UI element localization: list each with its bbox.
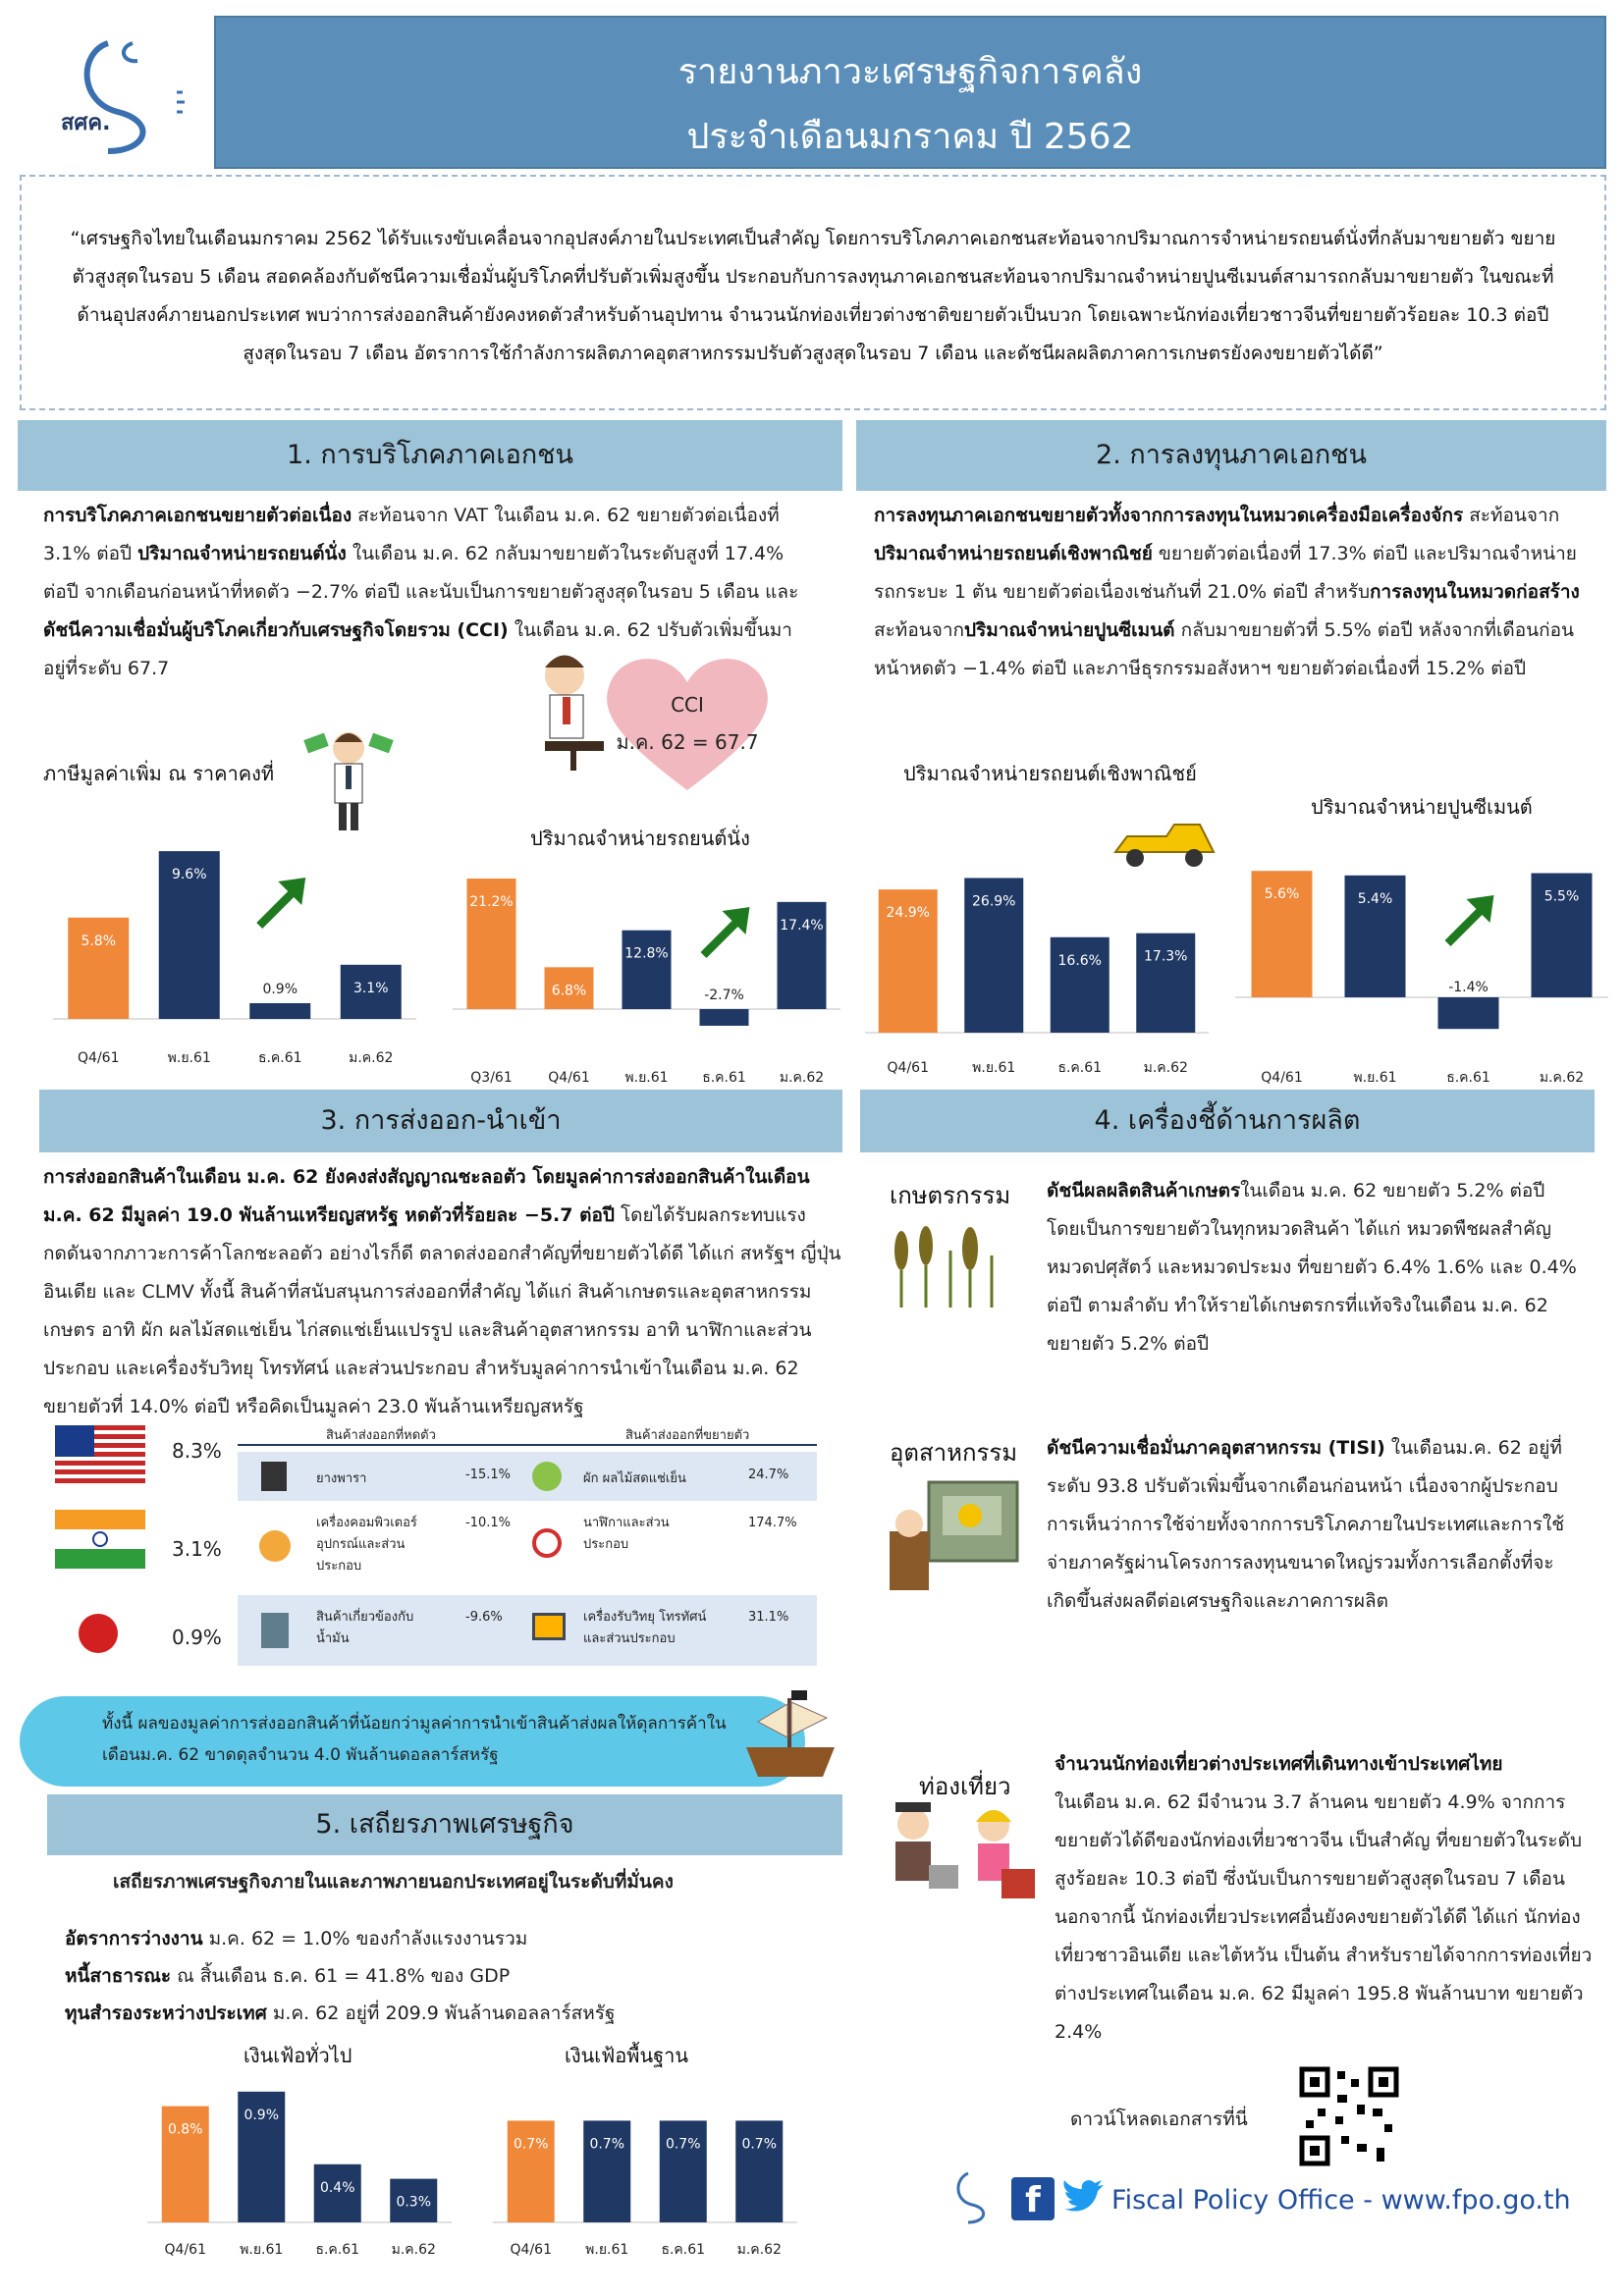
- money-icon: [299, 726, 398, 834]
- money-man-illustration: [299, 726, 398, 834]
- tourism-body: ในเดือน ม.ค. 62 มีจำนวน 3.7 ล้านคน ขยายตัว 4.9% จากการขยายตัวได้ดีของนักท่องเที่ยวชาวจีน เป็นสำคัญ ที่ขยายตัวในระดับสูงร้อยละ 10.3 ต่อปี ซึ่งนับเป็นการขยายตัวสูงสุดในรอบ 7 เดือน นอกจากนี้ นักท่องเที่ยวประเทศอื่นยังคงขยายตัวได้ดี ได้แก่ นักท่องเที่ยวชาวอินเดีย และไต้หวัน เป็นต้น สำหรับรายได้จากการท่องเที่ยวต่างประเทศในเดือน ม.ค. 62 มีมูลค่า 195.8 พันล้านบาท ขยายตัว 2.4%: [1055, 1791, 1593, 2043]
- export-item: ผัก ผลไม้สดแช่เย็น: [583, 1471, 686, 1486]
- section-2-heading: 2. การลงทุนภาคเอกชน: [856, 420, 1606, 491]
- chart-tick-label: ม.ค.62: [779, 1070, 825, 1086]
- industry-illustration: [860, 1472, 1037, 1600]
- download-label: ดาวน์โหลดเอกสารที่นี่: [1070, 2109, 1248, 2130]
- chart-cement-title: ปริมาณจำหน่ายปูนซีเมนต์: [1311, 795, 1533, 819]
- unemployment-line: [65, 1920, 527, 1958]
- logo-icon: [39, 24, 196, 161]
- ship-icon: [736, 1679, 844, 1787]
- tourism-text: [1055, 1745, 1595, 2052]
- chart-tick-label: ธ.ค.61: [661, 2242, 706, 2258]
- cci-heart: [599, 648, 776, 795]
- fpo-small-logo-icon: [933, 2167, 1011, 2226]
- chart-bar: [623, 931, 672, 1009]
- chart-cars: [447, 854, 844, 1090]
- industry-text: [1047, 1429, 1577, 1621]
- s1-text-1: สะท้อนจาก VAT ในเดือน ม.ค. 62 ขยายตัวต่อเนื่องที่ 3.1% ต่อปี: [43, 505, 780, 564]
- s1-bold-3: ดัชนีความเชื่อมั่นผู้บริโภคเกี่ยวกับเศรษฐกิจโดยรวม (CCI): [43, 619, 509, 641]
- s1-text-2: ในเดือน ม.ค. 62 กลับมาขยายตัวในระดับสูงที่ 17.4% ต่อปี จากเดือนก่อนหน้าที่หดตัว −2.7% ต่อปี และนับเป็นการขยายตัวสูงสุดในรอบ 5 เดือน และ: [43, 543, 799, 603]
- summary-text: “เศรษฐกิจไทยในเดือนมกราคม 2562 ได้รับแรงขับเคลื่อนจากอุปสงค์ภายในประเทศเป็นสำคัญ โดยการบริโภคภาคเอกชนสะท้อนจากปริมาณการจำหน่ายรถยนต์นั่งที่กลับมาขยายตัว ขยายตัวสูงสุดในรอบ 5 เดือน สอดคล้องกับดัชนีความเชื่อมั่นผู้บริโภคที่ปรับตัวเพิ่มสูงขึ้น ประกอบกับการลงทุนภาคเอกชนสะท้อนจากปริมาณจำหน่ายปูนซีเมนต์สามารถกลับมาขยายตัว ในขณะที่ด้านอุปสงค์ภายนอกประเทศ พบว่าการส่งออกสินค้ายังคงหดตัวสำหรับด้านอุปทาน จำนวนนักท่องเที่ยวต่างชาติขยายตัวเป็นบวก โดยเฉพาะนักท่องเที่ยวชาวจีนที่ขยายตัวร้อยละ 10.3 ต่อปี สูงสุดในรอบ 7 เดือน อัตราการใช้กำลังการผลิตภาคอุตสาหกรรมปรับตัวสูงสุดในรอบ 7 เดือน และดัชนีผลผลิตภาคการเกษตรยังคงขยายตัวได้ดี”: [70, 228, 1556, 364]
- chart-data-label: 0.9%: [244, 2107, 280, 2123]
- s2-text-1: สะท้อนจาก: [1463, 505, 1560, 526]
- industry-body: ในเดือนม.ค. 62 อยู่ที่ระดับ 93.8 ปรับตัวเพิ่มขึ้นจากเดือนก่อนหน้า เนื่องจากผู้ประกอบการเห็นว่าการใช้จ่ายทั้งจากการบริโภคภายในประเทศและการใช้จ่ายภาครัฐผ่านโครงการลงทุนขนาดใหญ่รวมทั้งการเลือกตั้งที่จะเกิดขึ้นส่งผลดีต่อเศรษฐกิจและภาคการผลิต: [1047, 1437, 1565, 1612]
- section-5-heading: 5. เสถียรภาพเศรษฐกิจ: [47, 1794, 842, 1855]
- export-value: 31.1%: [748, 1610, 789, 1625]
- section-4-heading: 4. เครื่องชี้ด้านการผลิต: [860, 1090, 1595, 1152]
- trend-arrow-icon: [1445, 895, 1494, 946]
- twitter-bird-icon: [1060, 2175, 1106, 2220]
- chart-tick-label: พ.ย.61: [167, 1050, 211, 1066]
- chart-tick-label: พ.ย.61: [1353, 1070, 1397, 1086]
- s2-bold-3: การลงทุนในหมวดก่อสร้าง: [1370, 581, 1580, 603]
- chart-data-label: -1.4%: [1448, 980, 1489, 995]
- chart-data-label: 0.7%: [589, 2136, 625, 2153]
- tv-icon: [532, 1613, 566, 1640]
- table-row: [238, 1595, 817, 1666]
- reserves-value: ม.ค. 62 อยู่ที่ 209.9 พันล้านดอลลาร์สหรัฐ: [266, 2002, 616, 2024]
- chart-data-label: 0.4%: [319, 2179, 355, 2196]
- chart-data-label: 5.6%: [1264, 886, 1300, 903]
- chart-data-label: 0.7%: [741, 2136, 778, 2153]
- chart-tick-label: ม.ค.62: [1539, 1070, 1585, 1086]
- chart-bar: [700, 1009, 749, 1026]
- factory-icon: [860, 1472, 1037, 1600]
- businessman-icon: [525, 648, 623, 775]
- chart-headline: [139, 2065, 454, 2262]
- section-3-heading: 3. การส่งออก-นำเข้า: [39, 1090, 842, 1152]
- chart-data-label: 21.2%: [469, 894, 514, 911]
- chart-tick-label: Q4/61: [510, 2242, 552, 2258]
- chart-cars-title: ปริมาณจำหน่ายรถยนต์นั่ง: [530, 827, 750, 850]
- chart-core-title: เงินเฟ้อพื้นฐาน: [565, 2044, 689, 2067]
- s2-text-4: กลับมาขยายตัวที่ 5.5% ต่อปี หลังจากที่เดือนก่อนหน้าหดตัว −1.4% ต่อปี และภาษีธุรกรรมอสังหาฯ ขยายตัวต่อเนื่องที่ 15.2% ต่อปี: [874, 619, 1575, 679]
- s1-bold-1: การบริโภคภาคเอกชนขยายตัวต่อเนื่อง: [43, 505, 352, 526]
- table-header-right: สินค้าส่งออกที่ขยายตัว: [625, 1428, 750, 1443]
- chart-tick-label: ม.ค.62: [349, 1050, 394, 1066]
- footer-website[interactable]: Fiscal Policy Office - www.fpo.go.th: [1111, 2185, 1571, 2216]
- chart-data-label: 26.9%: [972, 893, 1016, 910]
- s2-text-3: สะท้อนจาก: [874, 619, 965, 641]
- s1-bold-2: ปริมาณจำหน่ายรถยนต์นั่ง: [137, 543, 347, 564]
- chart-data-label: 5.4%: [1357, 890, 1393, 907]
- tourism-bold: จำนวนนักท่องเที่ยวต่างประเทศที่เดินทางเข้าประเทศไทย: [1055, 1753, 1503, 1775]
- chart-tick-label: พ.ย.61: [240, 2242, 284, 2258]
- japan-flag-icon: [69, 1610, 128, 1657]
- svg-text:สศค.: สศค.: [61, 111, 111, 135]
- chart-tick-label: ธ.ค.61: [1446, 1070, 1490, 1086]
- s3-text: โดยได้รับผลกระทบแรงกดดันจากภาวะการค้าโลกชะลอตัว อย่างไรก็ดี ตลาดส่งออกสำคัญที่ขยายตัวได้ดี ได้แก่ สหรัฐฯ ญี่ปุ่น อินเดีย และ CLMV ทั้งนี้ สินค้าที่สนับสนุนการส่งออกที่สำคัญ ได้แก่ สินค้าเกษตรและอุตสาหกรรมเกษตร อาทิ ผัก ผลไม้สดแช่เย็น ไก่สดแช่เย็นแปรรูป และสินค้าอุตสาหกรรม อาทิ นาฬิกาและส่วนประกอบ และเครื่องรับวิทยุ โทรทัศน์ และส่วนประกอบ สำหรับมูลค่าการนำเข้าในเดือน ม.ค. 62 ขยายตัวที่ 14.0% ต่อปี หรือคิดเป็นมูลค่า 23.0 พันล้านเหรียญสหรัฐ: [43, 1204, 841, 1417]
- industry-bold: ดัชนีความเชื่อมั่นภาคอุตสาหกรรม (TISI): [1047, 1437, 1385, 1459]
- export-item: ยางพารา: [316, 1471, 367, 1486]
- cci-label: CCI: [671, 693, 704, 717]
- oil-pump-icon: [261, 1613, 289, 1648]
- chart-bar: [1051, 937, 1110, 1033]
- chart-data-label: 5.8%: [81, 933, 117, 949]
- export-item: สินค้าเกี่ยวข้องกับน้ำมัน: [316, 1610, 414, 1646]
- s2-bold-4: ปริมาณจำหน่ายปูนซีเมนต์: [964, 619, 1175, 641]
- chart-vat: [43, 825, 426, 1070]
- unemployment-value: ม.ค. 62 = 1.0% ของกำลังแรงงานรวม: [202, 1928, 528, 1949]
- export-value: -15.1%: [465, 1468, 511, 1482]
- heart-icon: [599, 648, 776, 795]
- report-header: [214, 16, 1606, 169]
- agriculture-illustration: [882, 1221, 1009, 1309]
- us-flag-icon: [55, 1425, 145, 1484]
- chart-data-label: 5.5%: [1543, 888, 1580, 905]
- footer-logo: [933, 2167, 1011, 2226]
- us-growth: 8.3%: [172, 1439, 222, 1463]
- s2-bold-1: การลงทุนภาคเอกชนขยายตัวทั้งจากการลงทุนในหมวดเครื่องมือเครื่องจักร: [874, 505, 1464, 526]
- section-1-heading: 1. การบริโภคภาคเอกชน: [18, 420, 842, 491]
- table-row: [238, 1507, 817, 1589]
- chart-commercial-title: ปริมาณจำหน่ายรถยนต์เชิงพาณิชย์: [903, 762, 1197, 785]
- export-item: เครื่องรับวิทยุ โทรทัศน์และส่วนประกอบ: [583, 1610, 707, 1646]
- facebook-icon[interactable]: f: [1011, 2177, 1055, 2220]
- india-flag: [55, 1510, 145, 1569]
- chart-data-label: 12.8%: [624, 945, 669, 962]
- public-debt-line: [65, 1957, 510, 1996]
- chart-data-label: 0.3%: [396, 2194, 432, 2211]
- india-growth: 3.1%: [172, 1537, 222, 1561]
- chart-tick-label: Q4/61: [548, 1070, 590, 1086]
- unemployment-label: อัตราการว่างงาน: [65, 1928, 203, 1949]
- public-debt-label: หนี้สาธารณะ: [65, 1965, 172, 1987]
- industry-label: อุตสาหกรรม: [890, 1439, 1018, 1467]
- chart-data-label: 17.4%: [780, 917, 824, 934]
- tourism-label: ท่องเที่ยว: [919, 1773, 1011, 1800]
- table-header: [238, 1418, 817, 1446]
- tourist-illustration: [874, 1800, 1051, 1908]
- report-subtitle: ประจำเดือนมกราคม ปี 2562: [686, 117, 1134, 157]
- chart-data-label: 0.9%: [262, 981, 298, 997]
- chart-data-label: -2.7%: [704, 988, 744, 1003]
- chart-tick-label: ม.ค.62: [736, 2242, 782, 2258]
- chart-tick-label: ม.ค.62: [391, 2242, 436, 2258]
- rubber-icon: [261, 1462, 287, 1491]
- japan-growth: 0.9%: [172, 1626, 222, 1649]
- table-row: [238, 1452, 817, 1501]
- chart-core: [485, 2065, 799, 2262]
- reserves-label: ทุนสำรองระหว่างประเทศ: [65, 2002, 267, 2024]
- india-flag-icon: [55, 1510, 145, 1569]
- japan-flag: [69, 1610, 128, 1657]
- chart-data-label: 9.6%: [171, 867, 207, 883]
- agriculture-body: ในเดือน ม.ค. 62 ขยายตัว 5.2% ต่อปี โดยเป็นการขยายตัวในทุกหมวดสินค้า ได้แก่ หมวดพืชผลสำคัญ หมวดปศุสัตว์ และหมวดประมง ที่ขยายตัว 6.4% 1.6% และ 0.4% ต่อปี ตามลำดับ ทำให้รายได้เกษตรกรที่แท้จริงในเดือน ม.ค. 62 ขยายตัว 5.2% ต่อปี: [1047, 1180, 1577, 1355]
- export-value: -9.6%: [465, 1610, 503, 1625]
- chart-tick-label: Q4/61: [78, 1050, 120, 1066]
- chart-data-label: 0.8%: [167, 2121, 203, 2138]
- chart-data-label: 17.3%: [1144, 948, 1188, 965]
- vegetable-icon: [532, 1462, 562, 1491]
- s1-text-3: ในเดือน ม.ค. 62 ปรับตัวเพิ่มขึ้นมาอยู่ที่ระดับ 67.7: [43, 619, 792, 679]
- section-2-text: [874, 497, 1591, 688]
- chart-tick-label: พ.ย.61: [585, 2242, 629, 2258]
- export-item: เครื่องคอมพิวเตอร์ อุปกรณ์และส่วนประกอบ: [316, 1516, 417, 1574]
- chart-cement: [1227, 844, 1610, 1090]
- trend-arrow-icon: [256, 878, 305, 929]
- chart-tick-label: พ.ย.61: [624, 1070, 669, 1086]
- export-value: -10.1%: [465, 1516, 511, 1530]
- us-flag: [55, 1425, 145, 1484]
- chart-data-label: 16.6%: [1057, 952, 1102, 969]
- chart-tick-label: Q3/61: [470, 1070, 513, 1086]
- chart-tick-label: ธ.ค.61: [315, 2242, 360, 2258]
- fpo-logo: [39, 24, 196, 161]
- chart-data-label: 24.9%: [886, 905, 930, 922]
- qr-code[interactable]: [1298, 2065, 1400, 2167]
- chart-tick-label: ธ.ค.61: [1057, 1060, 1103, 1076]
- twitter-icon[interactable]: [1060, 2175, 1106, 2220]
- report-title: รายงานภาวะเศรษฐกิจการคลัง: [677, 52, 1143, 92]
- chart-commercial: [859, 854, 1213, 1080]
- wheat-icon: [882, 1221, 1009, 1309]
- clock-icon: [532, 1528, 562, 1558]
- trend-arrow-icon: [701, 907, 750, 958]
- ship-illustration: [736, 1679, 844, 1787]
- reserves-line: [65, 1995, 615, 2033]
- section-3-text: [43, 1158, 843, 1426]
- tourist-icon: [874, 1800, 1051, 1908]
- s2-text-2: ขยายตัวต่อเนื่องที่ 17.3% ต่อปี และปริมาณจำหน่ายรถกระบะ 1 ตัน ขยายตัวต่อเนื่องเช่นกันที่ 21.0% ต่อปี สำหรับ: [874, 543, 1577, 603]
- chart-data-label: 6.8%: [551, 983, 587, 999]
- chart-tick-label: Q4/61: [164, 2242, 206, 2258]
- computer-icon: [259, 1530, 291, 1562]
- chart-bar: [1438, 997, 1499, 1029]
- trade-balance-note: [20, 1696, 805, 1787]
- agriculture-text: [1047, 1172, 1577, 1363]
- chart-bar: [249, 1003, 310, 1019]
- s3-bold: การส่งออกสินค้าในเดือน ม.ค. 62 ยังคงส่งสัญญาณชะลอตัว โดยมูลค่าการส่งออกสินค้าในเดือน ม.ค. 62 มีมูลค่า 19.0 พันล้านเหรียญสหรัฐ หดตัวที่ร้อยละ −5.7 ต่อปี: [43, 1166, 810, 1226]
- export-value: 24.7%: [748, 1468, 789, 1482]
- chart-tick-label: Q4/61: [887, 1060, 929, 1076]
- chart-data-label: 0.7%: [665, 2136, 701, 2153]
- cci-value: ม.ค. 62 = 67.7: [616, 730, 759, 754]
- qr-icon: [1298, 2065, 1400, 2167]
- table-header-left: สินค้าส่งออกที่หดตัว: [326, 1428, 436, 1443]
- stability-intro: เสถียรภาพเศรษฐกิจภายในและภาพภายนอกประเทศอยู่ในระดับที่มั่นคง: [113, 1871, 674, 1893]
- public-debt-value: ณ สิ้นเดือน ธ.ค. 61 = 41.8% ของ GDP: [171, 1965, 511, 1987]
- trade-balance-text: ทั้งนี้ ผลของมูลค่าการส่งออกสินค้าที่น้อยกว่ามูลค่าการนำเข้าสินค้าส่งผลให้ดุลการค้าในเดือนม.ค. 62 ขาดดุลจำนวน 4.0 พันล้านดอลลาร์สหรัฐ: [102, 1714, 727, 1765]
- summary-box: [20, 175, 1606, 410]
- chart-tick-label: พ.ย.61: [972, 1060, 1016, 1076]
- export-value: 174.7%: [748, 1516, 797, 1530]
- chart-tick-label: ม.ค.62: [1143, 1060, 1188, 1076]
- chart-vat-title: ภาษีมูลค่าเพิ่ม ณ ราคาคงที่: [43, 762, 275, 785]
- chart-data-label: 0.7%: [513, 2136, 549, 2153]
- s2-bold-2: ปริมาณจำหน่ายรถยนต์เชิงพาณิชย์: [874, 543, 1153, 564]
- agriculture-bold: ดัชนีผลผลิตสินค้าเกษตร: [1047, 1180, 1241, 1201]
- chart-tick-label: ธ.ค.61: [257, 1050, 302, 1066]
- agriculture-label: เกษตรกรรม: [890, 1182, 1011, 1209]
- chart-tick-label: ธ.ค.61: [702, 1070, 746, 1086]
- chart-data-label: 3.1%: [352, 980, 389, 996]
- chart-tick-label: Q4/61: [1261, 1070, 1303, 1086]
- export-table: [238, 1418, 817, 1676]
- business-man-illustration: [525, 648, 623, 775]
- export-item: นาฬิกาและส่วนประกอบ: [583, 1516, 670, 1552]
- chart-headline-title: เงินเฟ้อทั่วไป: [244, 2044, 352, 2067]
